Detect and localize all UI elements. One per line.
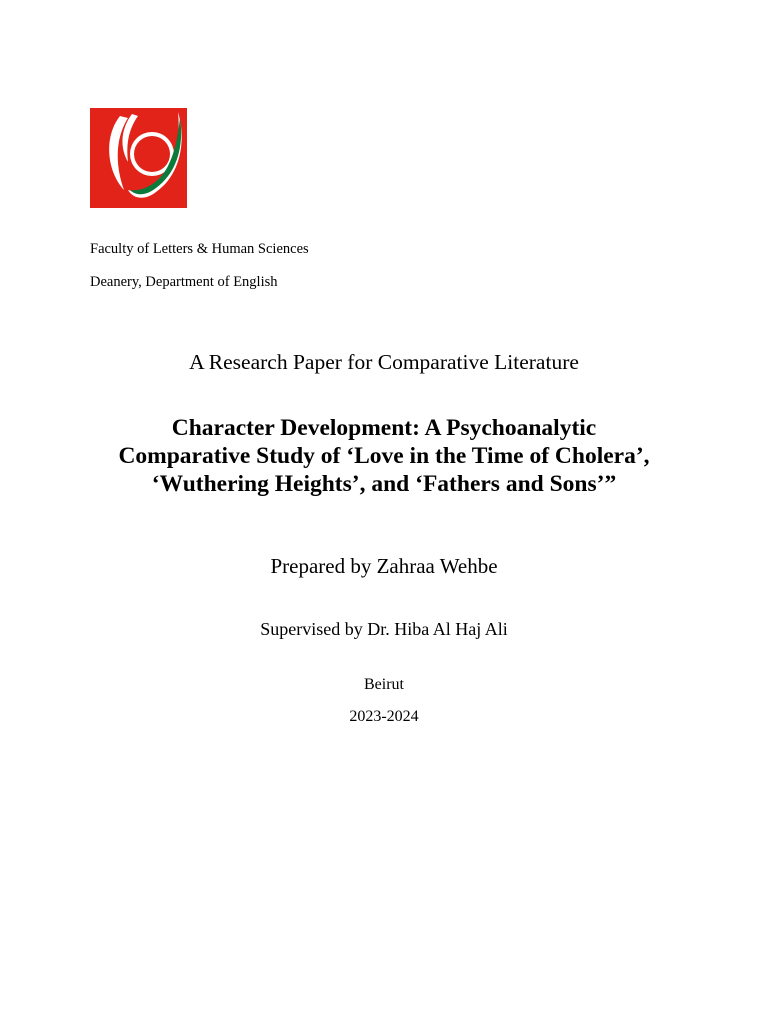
prepared-by: Prepared by Zahraa Wehbe: [270, 554, 498, 578]
paper-title-line-2: Comparative Study of ‘Love in the Time of Cholera’,: [118, 443, 650, 469]
paper-subtitle: A Research Paper for Comparative Literature: [189, 350, 579, 374]
academic-year: 2023-2024: [349, 708, 419, 725]
supervised-by: Supervised by Dr. Hiba Al Haj Ali: [260, 619, 508, 639]
city: Beirut: [364, 676, 404, 693]
department-name: Deanery, Department of English: [90, 274, 278, 290]
paper-title-line-3: ‘Wuthering Heights’, and ‘Fathers and Sons’”: [151, 471, 617, 497]
university-logo-icon: [90, 108, 187, 208]
faculty-name: Faculty of Letters & Human Sciences: [90, 241, 309, 257]
paper-title: [0, 414, 768, 498]
paper-title-line-1: Character Development: A Psychoanalytic: [171, 415, 597, 441]
